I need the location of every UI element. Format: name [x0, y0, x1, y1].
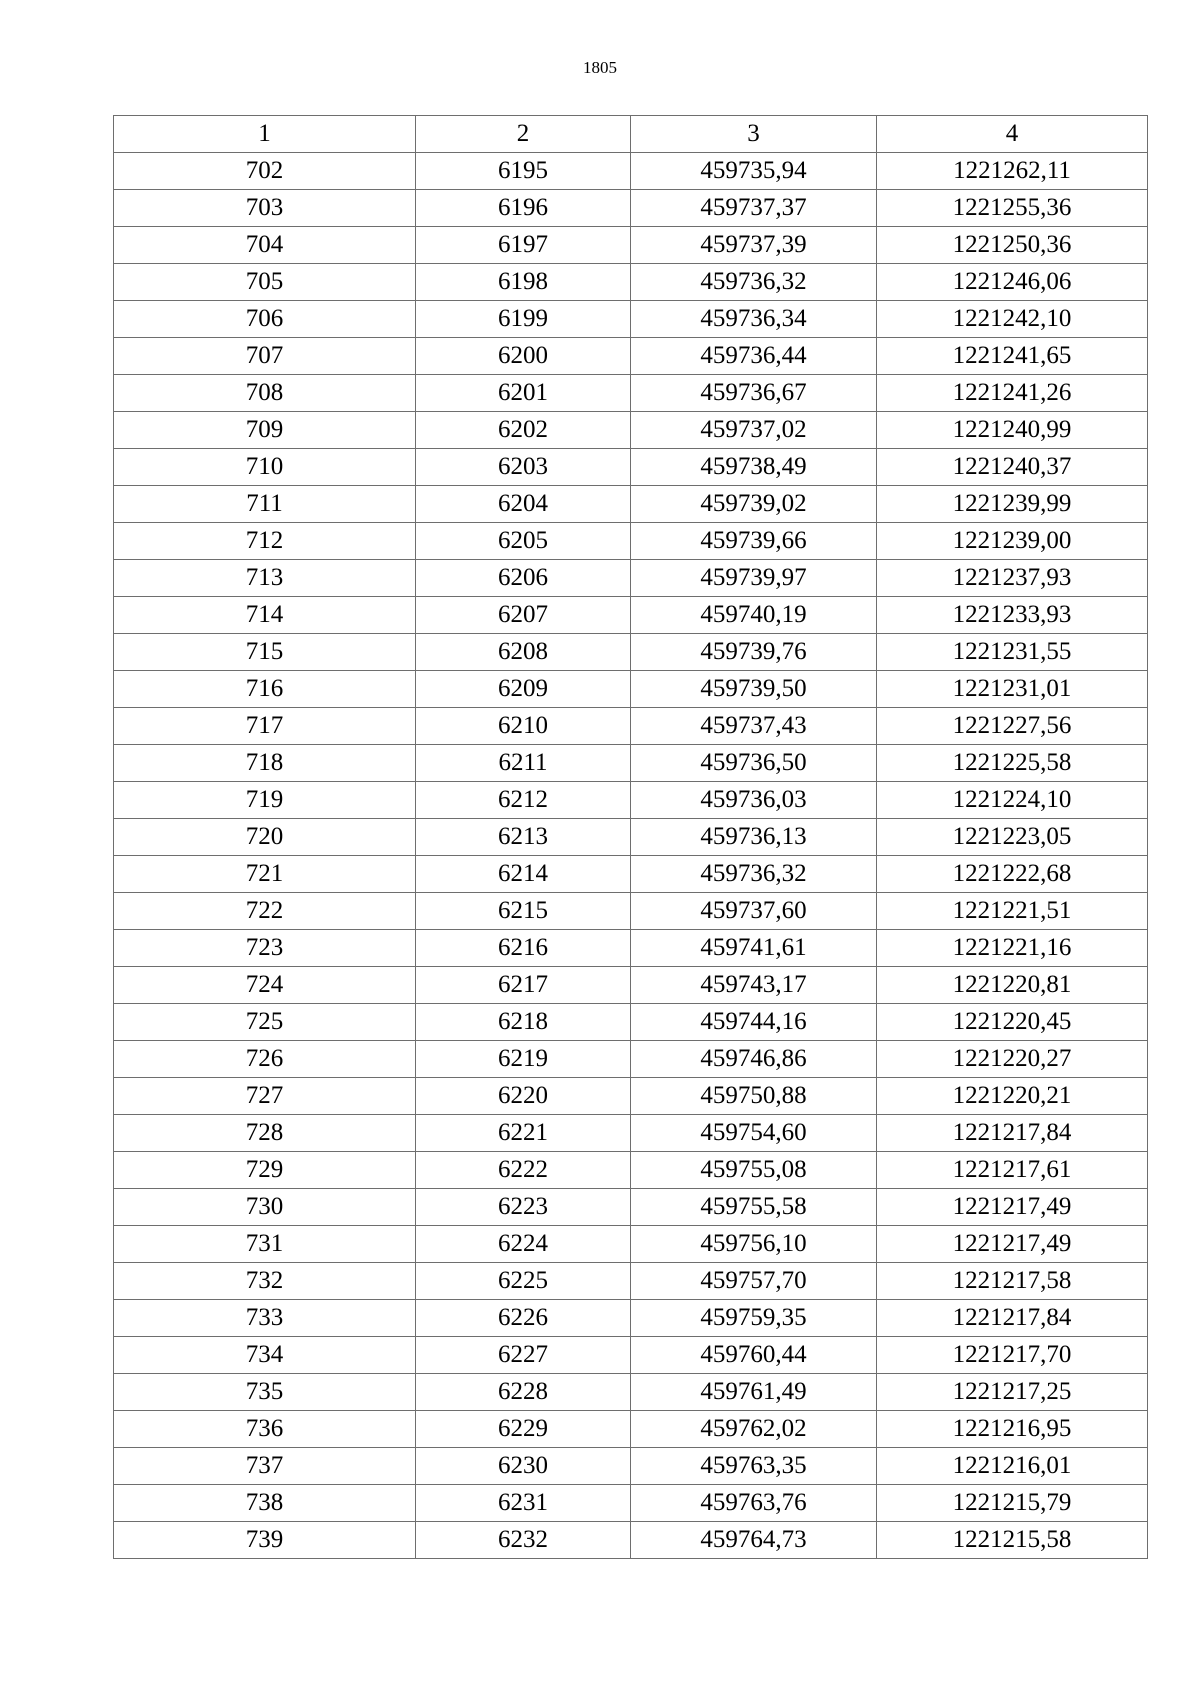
table-cell-col2: 6221 — [416, 1115, 631, 1152]
column-header-3: 3 — [631, 116, 877, 153]
table-row — [114, 1300, 1148, 1337]
table-cell-col4: 1221241,65 — [877, 338, 1148, 375]
table-cell-col4: 1221239,00 — [877, 523, 1148, 560]
table-cell-col4: 1221217,49 — [877, 1189, 1148, 1226]
table-cell-col3: 459736,03 — [631, 782, 877, 819]
table-row — [114, 634, 1148, 671]
table-cell-col4: 1221227,56 — [877, 708, 1148, 745]
table-cell-col4: 1221220,45 — [877, 1004, 1148, 1041]
table-cell-col3: 459738,49 — [631, 449, 877, 486]
table-cell-col2: 6227 — [416, 1337, 631, 1374]
table-cell-col2: 6217 — [416, 967, 631, 1004]
table-cell-col3: 459763,35 — [631, 1448, 877, 1485]
table-row — [114, 1448, 1148, 1485]
table-cell-col3: 459763,76 — [631, 1485, 877, 1522]
table-cell-col3: 459755,08 — [631, 1152, 877, 1189]
table-cell-col3: 459759,35 — [631, 1300, 877, 1337]
table-cell-col2: 6212 — [416, 782, 631, 819]
table-cell-col1: 708 — [114, 375, 416, 412]
table-cell-col4: 1221233,93 — [877, 597, 1148, 634]
table-row — [114, 227, 1148, 264]
table-cell-col3: 459736,67 — [631, 375, 877, 412]
table-cell-col2: 6202 — [416, 412, 631, 449]
table-cell-col3: 459737,02 — [631, 412, 877, 449]
table-cell-col3: 459755,58 — [631, 1189, 877, 1226]
table-cell-col3: 459736,44 — [631, 338, 877, 375]
page-number: 1805 — [583, 58, 617, 77]
table-cell-col1: 713 — [114, 560, 416, 597]
column-header-4: 4 — [877, 116, 1148, 153]
table-cell-col1: 724 — [114, 967, 416, 1004]
table-cell-col2: 6224 — [416, 1226, 631, 1263]
table-cell-col3: 459736,32 — [631, 264, 877, 301]
table-cell-col1: 737 — [114, 1448, 416, 1485]
table-cell-col1: 731 — [114, 1226, 416, 1263]
table-row — [114, 1115, 1148, 1152]
table-cell-col4: 1221231,01 — [877, 671, 1148, 708]
table-row — [114, 967, 1148, 1004]
table-header-row — [114, 116, 1148, 153]
table-row — [114, 375, 1148, 412]
table-cell-col4: 1221220,81 — [877, 967, 1148, 1004]
table-cell-col1: 707 — [114, 338, 416, 375]
column-header-2: 2 — [416, 116, 631, 153]
table-cell-col3: 459736,34 — [631, 301, 877, 338]
table-row — [114, 264, 1148, 301]
table-cell-col4: 1221216,01 — [877, 1448, 1148, 1485]
table-row — [114, 671, 1148, 708]
table-cell-col1: 727 — [114, 1078, 416, 1115]
table-row — [114, 412, 1148, 449]
table-cell-col1: 718 — [114, 745, 416, 782]
table-row — [114, 523, 1148, 560]
table-cell-col4: 1221215,79 — [877, 1485, 1148, 1522]
table-cell-col2: 6210 — [416, 708, 631, 745]
table-cell-col4: 1221217,70 — [877, 1337, 1148, 1374]
table-cell-col4: 1221221,16 — [877, 930, 1148, 967]
table-cell-col1: 703 — [114, 190, 416, 227]
table-cell-col4: 1221222,68 — [877, 856, 1148, 893]
table-cell-col2: 6220 — [416, 1078, 631, 1115]
table-cell-col2: 6198 — [416, 264, 631, 301]
table-cell-col2: 6205 — [416, 523, 631, 560]
table-cell-col3: 459746,86 — [631, 1041, 877, 1078]
table-cell-col3: 459737,39 — [631, 227, 877, 264]
table-cell-col4: 1221255,36 — [877, 190, 1148, 227]
table-cell-col3: 459736,50 — [631, 745, 877, 782]
table-row — [114, 782, 1148, 819]
table-cell-col4: 1221217,25 — [877, 1374, 1148, 1411]
table-cell-col4: 1221217,84 — [877, 1115, 1148, 1152]
table-row — [114, 560, 1148, 597]
table-cell-col3: 459754,60 — [631, 1115, 877, 1152]
table-row — [114, 1411, 1148, 1448]
table-cell-col1: 710 — [114, 449, 416, 486]
table-row — [114, 1004, 1148, 1041]
table-cell-col4: 1221220,27 — [877, 1041, 1148, 1078]
table-cell-col1: 722 — [114, 893, 416, 930]
table-cell-col4: 1221241,26 — [877, 375, 1148, 412]
table-cell-col1: 720 — [114, 819, 416, 856]
table-row — [114, 153, 1148, 190]
table-cell-col1: 704 — [114, 227, 416, 264]
table-cell-col2: 6209 — [416, 671, 631, 708]
table-cell-col3: 459757,70 — [631, 1263, 877, 1300]
table-cell-col2: 6219 — [416, 1041, 631, 1078]
table-cell-col1: 729 — [114, 1152, 416, 1189]
table-cell-col2: 6216 — [416, 930, 631, 967]
table-cell-col2: 6214 — [416, 856, 631, 893]
table-cell-col2: 6200 — [416, 338, 631, 375]
table-cell-col4: 1221217,61 — [877, 1152, 1148, 1189]
table-cell-col4: 1221225,58 — [877, 745, 1148, 782]
table-cell-col1: 735 — [114, 1374, 416, 1411]
table-row — [114, 1041, 1148, 1078]
table-cell-col1: 711 — [114, 486, 416, 523]
table-cell-col1: 706 — [114, 301, 416, 338]
table-cell-col2: 6207 — [416, 597, 631, 634]
table-cell-col1: 715 — [114, 634, 416, 671]
table-cell-col3: 459735,94 — [631, 153, 877, 190]
table-cell-col3: 459737,43 — [631, 708, 877, 745]
table-cell-col3: 459740,19 — [631, 597, 877, 634]
table-cell-col1: 717 — [114, 708, 416, 745]
table-row — [114, 745, 1148, 782]
table-cell-col2: 6226 — [416, 1300, 631, 1337]
table-cell-col4: 1221262,11 — [877, 153, 1148, 190]
table-cell-col2: 6196 — [416, 190, 631, 227]
table-cell-col1: 702 — [114, 153, 416, 190]
table-row — [114, 190, 1148, 227]
table-cell-col3: 459736,32 — [631, 856, 877, 893]
table-cell-col4: 1221231,55 — [877, 634, 1148, 671]
table-cell-col3: 459764,73 — [631, 1522, 877, 1559]
table-cell-col4: 1221223,05 — [877, 819, 1148, 856]
table-cell-col3: 459762,02 — [631, 1411, 877, 1448]
table-row — [114, 1374, 1148, 1411]
table-row — [114, 1337, 1148, 1374]
table-cell-col4: 1221250,36 — [877, 227, 1148, 264]
table-cell-col1: 736 — [114, 1411, 416, 1448]
table-cell-col1: 721 — [114, 856, 416, 893]
table-cell-col3: 459737,60 — [631, 893, 877, 930]
table-row — [114, 1522, 1148, 1559]
table-cell-col2: 6206 — [416, 560, 631, 597]
table-cell-col4: 1221240,37 — [877, 449, 1148, 486]
table-cell-col4: 1221216,95 — [877, 1411, 1148, 1448]
table-cell-col1: 709 — [114, 412, 416, 449]
table-row — [114, 1078, 1148, 1115]
table-row — [114, 338, 1148, 375]
table-cell-col2: 6201 — [416, 375, 631, 412]
table-cell-col4: 1221242,10 — [877, 301, 1148, 338]
table-cell-col4: 1221237,93 — [877, 560, 1148, 597]
table-row — [114, 930, 1148, 967]
column-header-1: 1 — [114, 116, 416, 153]
table-row — [114, 819, 1148, 856]
table-cell-col3: 459737,37 — [631, 190, 877, 227]
table-cell-col2: 6231 — [416, 1485, 631, 1522]
table-cell-col4: 1221217,58 — [877, 1263, 1148, 1300]
table-cell-col1: 728 — [114, 1115, 416, 1152]
table-cell-col3: 459756,10 — [631, 1226, 877, 1263]
table-cell-col3: 459739,50 — [631, 671, 877, 708]
table-cell-col1: 738 — [114, 1485, 416, 1522]
table-cell-col3: 459741,61 — [631, 930, 877, 967]
table-cell-col1: 725 — [114, 1004, 416, 1041]
table-cell-col4: 1221215,58 — [877, 1522, 1148, 1559]
table-cell-col1: 730 — [114, 1189, 416, 1226]
table-row — [114, 449, 1148, 486]
table-cell-col2: 6208 — [416, 634, 631, 671]
table-row — [114, 1152, 1148, 1189]
table-cell-col4: 1221224,10 — [877, 782, 1148, 819]
table-cell-col1: 719 — [114, 782, 416, 819]
table-cell-col3: 459743,17 — [631, 967, 877, 1004]
table-cell-col1: 705 — [114, 264, 416, 301]
table-cell-col2: 6229 — [416, 1411, 631, 1448]
table-row — [114, 301, 1148, 338]
table-cell-col1: 712 — [114, 523, 416, 560]
table-cell-col4: 1221217,49 — [877, 1226, 1148, 1263]
table-cell-col1: 714 — [114, 597, 416, 634]
table-cell-col1: 726 — [114, 1041, 416, 1078]
table-cell-col1: 739 — [114, 1522, 416, 1559]
table-cell-col3: 459744,16 — [631, 1004, 877, 1041]
table-row — [114, 1189, 1148, 1226]
table-cell-col1: 732 — [114, 1263, 416, 1300]
table-row — [114, 597, 1148, 634]
table-cell-col4: 1221220,21 — [877, 1078, 1148, 1115]
table-cell-col3: 459739,66 — [631, 523, 877, 560]
table-row — [114, 1485, 1148, 1522]
table-cell-col2: 6199 — [416, 301, 631, 338]
table-cell-col2: 6211 — [416, 745, 631, 782]
table-cell-col2: 6215 — [416, 893, 631, 930]
table-row — [114, 893, 1148, 930]
table-body — [114, 153, 1148, 1559]
table-cell-col2: 6225 — [416, 1263, 631, 1300]
table-cell-col3: 459761,49 — [631, 1374, 877, 1411]
table-cell-col3: 459739,02 — [631, 486, 877, 523]
table-cell-col4: 1221240,99 — [877, 412, 1148, 449]
table-cell-col2: 6197 — [416, 227, 631, 264]
table-cell-col4: 1221246,06 — [877, 264, 1148, 301]
table-cell-col2: 6195 — [416, 153, 631, 190]
table-cell-col2: 6203 — [416, 449, 631, 486]
table-cell-col2: 6223 — [416, 1189, 631, 1226]
table-row — [114, 486, 1148, 523]
table-cell-col3: 459750,88 — [631, 1078, 877, 1115]
table-cell-col1: 734 — [114, 1337, 416, 1374]
table-cell-col2: 6222 — [416, 1152, 631, 1189]
table-cell-col4: 1221221,51 — [877, 893, 1148, 930]
table-row — [114, 1263, 1148, 1300]
table-cell-col3: 459739,97 — [631, 560, 877, 597]
table-cell-col3: 459760,44 — [631, 1337, 877, 1374]
table-cell-col2: 6204 — [416, 486, 631, 523]
table-cell-col2: 6232 — [416, 1522, 631, 1559]
table-row — [114, 708, 1148, 745]
table-cell-col2: 6228 — [416, 1374, 631, 1411]
table-cell-col1: 716 — [114, 671, 416, 708]
coordinates-table — [113, 115, 1148, 1559]
table-row — [114, 1226, 1148, 1263]
table-cell-col3: 459736,13 — [631, 819, 877, 856]
table-cell-col2: 6218 — [416, 1004, 631, 1041]
table-row — [114, 856, 1148, 893]
table-cell-col1: 733 — [114, 1300, 416, 1337]
table-cell-col3: 459739,76 — [631, 634, 877, 671]
table-cell-col1: 723 — [114, 930, 416, 967]
table-cell-col4: 1221239,99 — [877, 486, 1148, 523]
table-cell-col4: 1221217,84 — [877, 1300, 1148, 1337]
table-cell-col2: 6230 — [416, 1448, 631, 1485]
table-cell-col2: 6213 — [416, 819, 631, 856]
